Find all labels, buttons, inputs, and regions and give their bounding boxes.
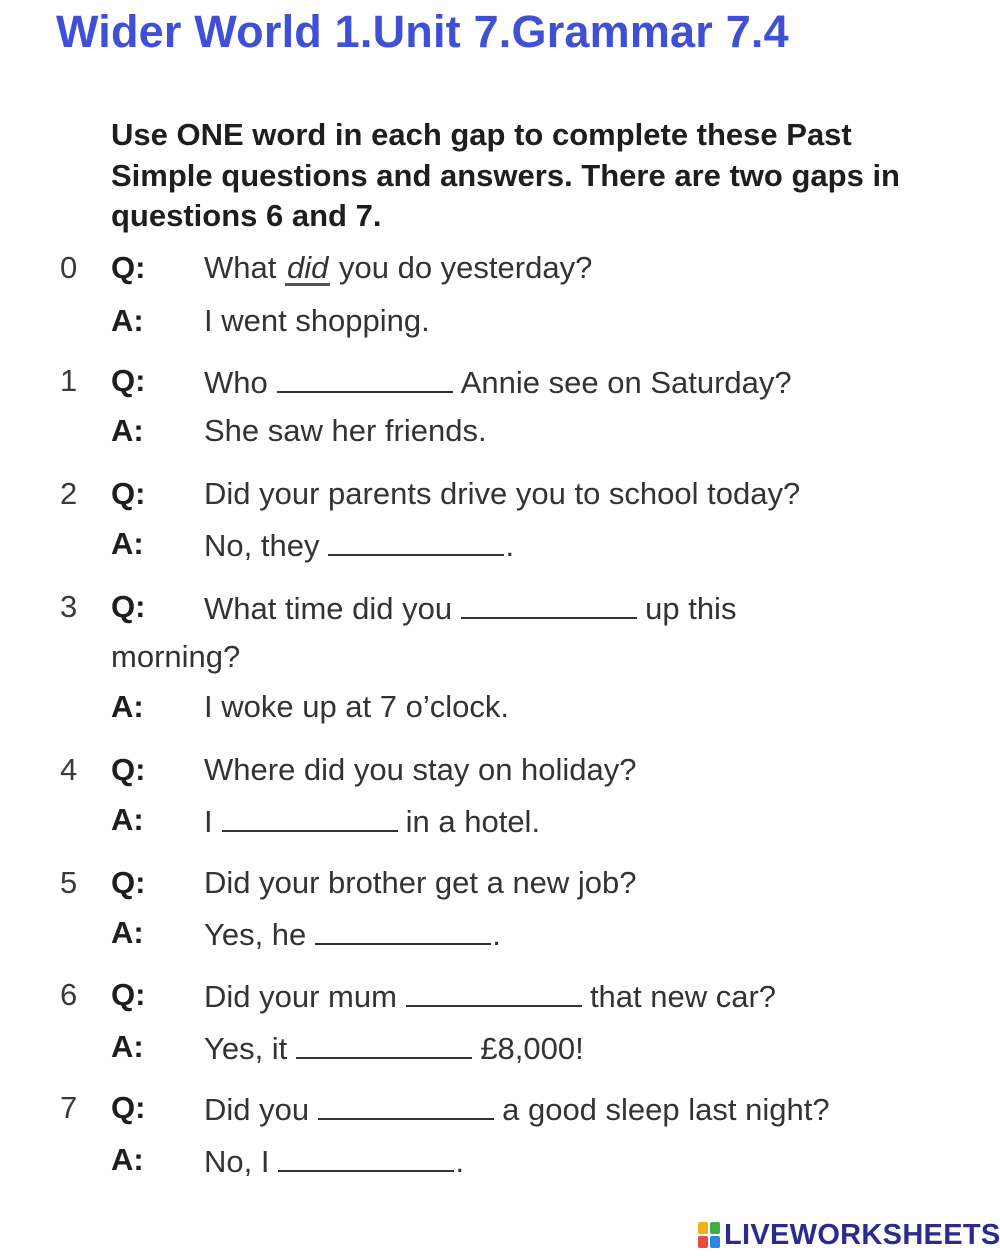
- answer-gap[interactable]: [318, 1088, 494, 1120]
- item-number: 5: [60, 865, 78, 900]
- answer-gap[interactable]: [328, 524, 504, 556]
- q-label: Q:: [111, 752, 146, 787]
- answer-text: Yes, he .: [204, 913, 501, 955]
- q-label: Q:: [111, 589, 146, 624]
- answer-text: I woke up at 7 o’clock.: [204, 689, 509, 724]
- question-row-2: [0, 474, 1000, 514]
- answer-text: No, I .: [204, 1140, 464, 1182]
- logo-squares-icon: [698, 1222, 720, 1248]
- item-number: 7: [60, 1090, 78, 1125]
- answer-text: I in a hotel.: [204, 800, 540, 842]
- answer-row-3: [0, 687, 1000, 727]
- question-text: Did your parents drive you to school today?: [204, 476, 801, 511]
- answer-text: I went shopping.: [204, 303, 430, 338]
- a-label: A:: [111, 915, 144, 950]
- answer-row-1: [0, 411, 1000, 451]
- q-label: Q:: [111, 977, 146, 1012]
- item-number: 1: [60, 363, 78, 398]
- answer-gap[interactable]: [222, 800, 398, 832]
- answer-gap[interactable]: [296, 1027, 472, 1059]
- question-text: Did your brother get a new job?: [204, 865, 637, 900]
- q-label: Q:: [111, 363, 146, 398]
- answer-row-4: [0, 800, 1000, 840]
- question-text: What time did you up this: [204, 587, 736, 629]
- item-number: 2: [60, 476, 78, 511]
- question-continuation-3: [0, 637, 1000, 677]
- a-label: A:: [111, 1029, 144, 1064]
- a-label: A:: [111, 802, 144, 837]
- answer-gap[interactable]: [461, 587, 637, 619]
- q-label: Q:: [111, 865, 146, 900]
- example-answer: did: [286, 250, 329, 285]
- answer-row-2: [0, 524, 1000, 564]
- answer-text: Yes, it £8,000!: [204, 1027, 584, 1069]
- a-label: A:: [111, 303, 144, 338]
- a-label: A:: [111, 689, 144, 724]
- question-text: Where did you stay on holiday?: [204, 752, 637, 787]
- q-label: Q:: [111, 1090, 146, 1125]
- answer-gap[interactable]: [315, 913, 491, 945]
- answer-gap[interactable]: [277, 361, 453, 393]
- answer-gap[interactable]: [406, 975, 582, 1007]
- answer-text: No, they .: [204, 524, 514, 566]
- answer-row-0: [0, 301, 1000, 341]
- worksheet-title: Wider World 1.Unit 7.Grammar 7.4: [56, 6, 789, 57]
- question-row-3: [0, 587, 1000, 627]
- a-label: A:: [111, 526, 144, 561]
- answer-row-5: [0, 913, 1000, 953]
- question-row-6: [0, 975, 1000, 1015]
- question-text: Who Annie see on Saturday?: [204, 361, 792, 403]
- answer-gap[interactable]: [278, 1140, 454, 1172]
- question-row-0: [0, 248, 1000, 288]
- question-text: What did you do yesterday?: [204, 250, 593, 285]
- logo-text: LIVEWORKSHEETS: [724, 1218, 1000, 1251]
- question-text-continued: morning?: [111, 639, 241, 674]
- item-number: 0: [60, 250, 78, 285]
- question-row-7: [0, 1088, 1000, 1128]
- q-label: Q:: [111, 250, 146, 285]
- question-text: Did your mum that new car?: [204, 975, 776, 1017]
- answer-text: She saw her friends.: [204, 413, 487, 448]
- liveworksheets-logo: [698, 1220, 1000, 1250]
- a-label: A:: [111, 413, 144, 448]
- item-number: 4: [60, 752, 78, 787]
- question-row-5: [0, 863, 1000, 903]
- question-row-4: [0, 750, 1000, 790]
- question-text: Did you a good sleep last night?: [204, 1088, 830, 1130]
- instructions: Use ONE word in each gap to complete these Past Simple questions and answers. There are two gaps in questions 6 and 7.: [111, 117, 900, 233]
- item-number: 3: [60, 589, 78, 624]
- answer-row-7: [0, 1140, 1000, 1180]
- a-label: A:: [111, 1142, 144, 1177]
- q-label: Q:: [111, 476, 146, 511]
- question-row-1: [0, 361, 1000, 401]
- answer-row-6: [0, 1027, 1000, 1067]
- item-number: 6: [60, 977, 78, 1012]
